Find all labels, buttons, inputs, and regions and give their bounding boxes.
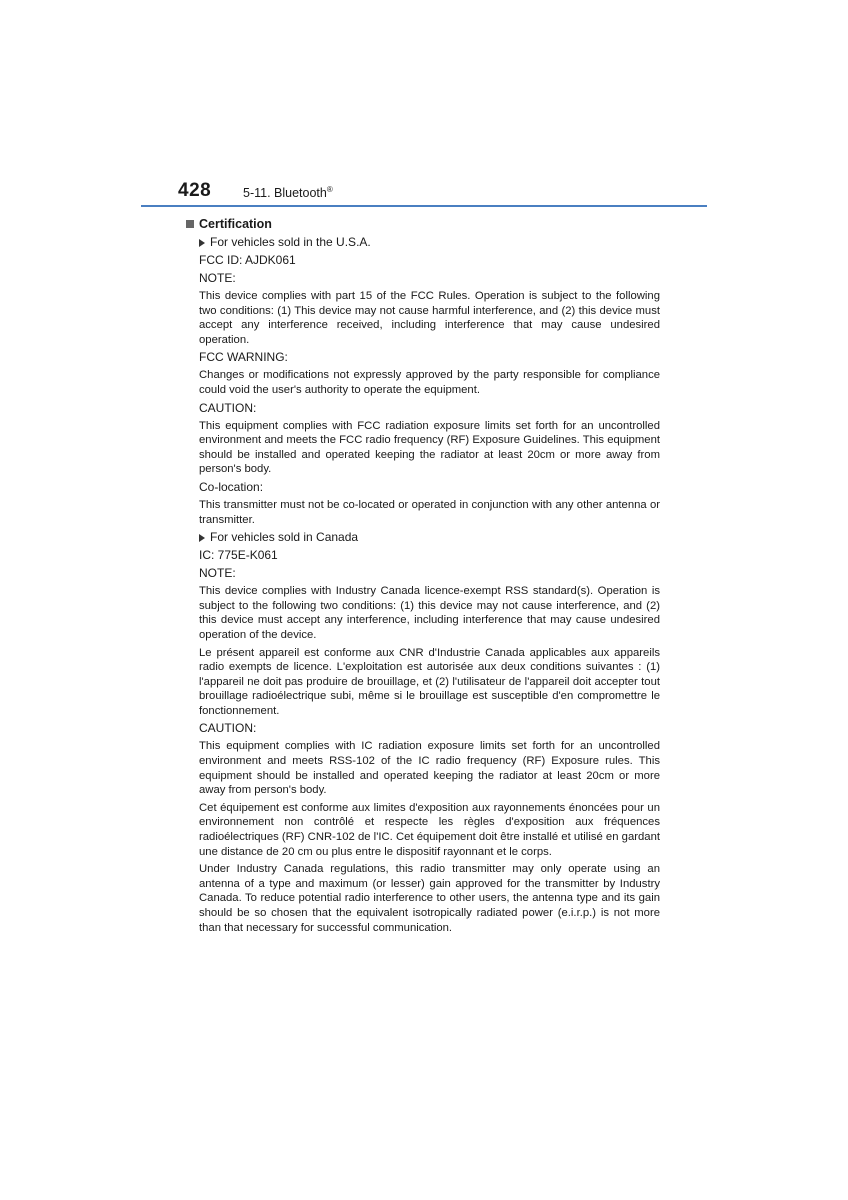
canada-note-text-fr: Le présent appareil est conforme aux CNR d'Industrie Canada applicables aux appareils radio exempts de licence. L'exploitation est autorisée aux deux conditions suivantes : (1) l'appareil ne doit pas produire de brouillage, et (2) l'utilisateur de l'appareil doit accepter tout brouillage radioélectrique subi, même si le brouillage est susceptible d'en compromettre le fonctionnement. [199,646,660,717]
usa-note-label: NOTE: [199,271,236,285]
usa-caution-text: This equipment complies with FCC radiation exposure limits set forth for an uncontrolled environment and meets the FCC radio frequency (RF) Exposure Guidelines. This equipment should be installed and operated keeping the radiator at least 20cm or more away from person's body. [199,419,660,476]
colocation-text: This transmitter must not be co-located or operated in conjunction with any other antenna or transmitter. [199,498,660,526]
fcc-warning-text: Changes or modifications not expressly approved by the party responsible for compliance could void the user's authority to operate the equipment. [199,369,660,396]
antenna-regulation-text: Under Industry Canada regulations, this radio transmitter may only operate using an antenna of a type and maximum (or lesser) gain approved for the transmitter by Industry Canada. To reduce potential radio interference to other users, the antenna type and its gain should be so chosen that the equivalent isotropically radiated power (e.i.r.p.) is not more than that necessary for successful communication. [199,863,660,934]
canada-note-label: NOTE: [199,566,236,581]
fcc-warning-label: FCC WARNING: [199,350,288,365]
colocation-label: Co-location: [199,479,264,494]
triangle-bullet-icon [199,239,205,247]
registered-mark: ® [326,185,333,194]
canada-note-text-en: This device complies with Industry Canada licence-exempt RSS standard(s). Operation is subject to the following two conditions: (1) this device may not cause interference, and (2) this device must accept any interference, including interference that may cause undesired operation of the device. [199,585,660,641]
usa-note-text: This device complies with part 15 of the FCC Rules. Operation is subject to the following two conditions: (1) This device may not cause harmful interference, and (2) this device must accept any interference received, including interference that may cause undesired operation. [199,290,660,346]
canada-caution-text-fr: Cet équipement est conforme aux limites d'exposition aux rayonnements énoncées pour un environnement non contrôlé et respecte les règles d'exposition aux fréquences radioélectriques (RF) CNR-102 de l'IC. Cet équipement doit être installé et utilisé en gardant une distance de 20 cm ou plus entre le dispositif rayonnant et le corps. [199,801,660,858]
canada-caution-text-en: This equipment complies with IC radiation exposure limits set forth for an uncontrolled environment and meets RSS-102 of the IC radio frequency (RF) Exposure rules. This equipment should be installed and operated keeping the radiator at least 20cm or more away from person's body. [199,740,660,797]
fcc-id: FCC ID: AJDK061 [199,253,296,267]
certification-heading [186,215,660,232]
page-number: 428 [178,180,212,201]
usa-subhead [199,235,660,250]
square-bullet-icon [186,220,194,228]
page-header [141,178,707,208]
usa-block [199,235,660,935]
usa-caution-label: CAUTION: [199,400,257,415]
header-rule [141,205,707,207]
certification-heading-text: Certification [199,216,272,231]
canada-caution-label: CAUTION: [199,721,257,736]
section-title [243,185,333,200]
section-title-text: 5-11. Bluetooth [243,186,327,200]
canada-subhead-text: For vehicles sold in Canada [210,530,359,545]
triangle-bullet-icon [199,534,205,542]
certification-section [186,215,660,938]
ic-number: IC: 775E-K061 [199,548,278,563]
canada-subhead [199,530,660,545]
usa-subhead-text: For vehicles sold in the U.S.A. [210,235,371,249]
